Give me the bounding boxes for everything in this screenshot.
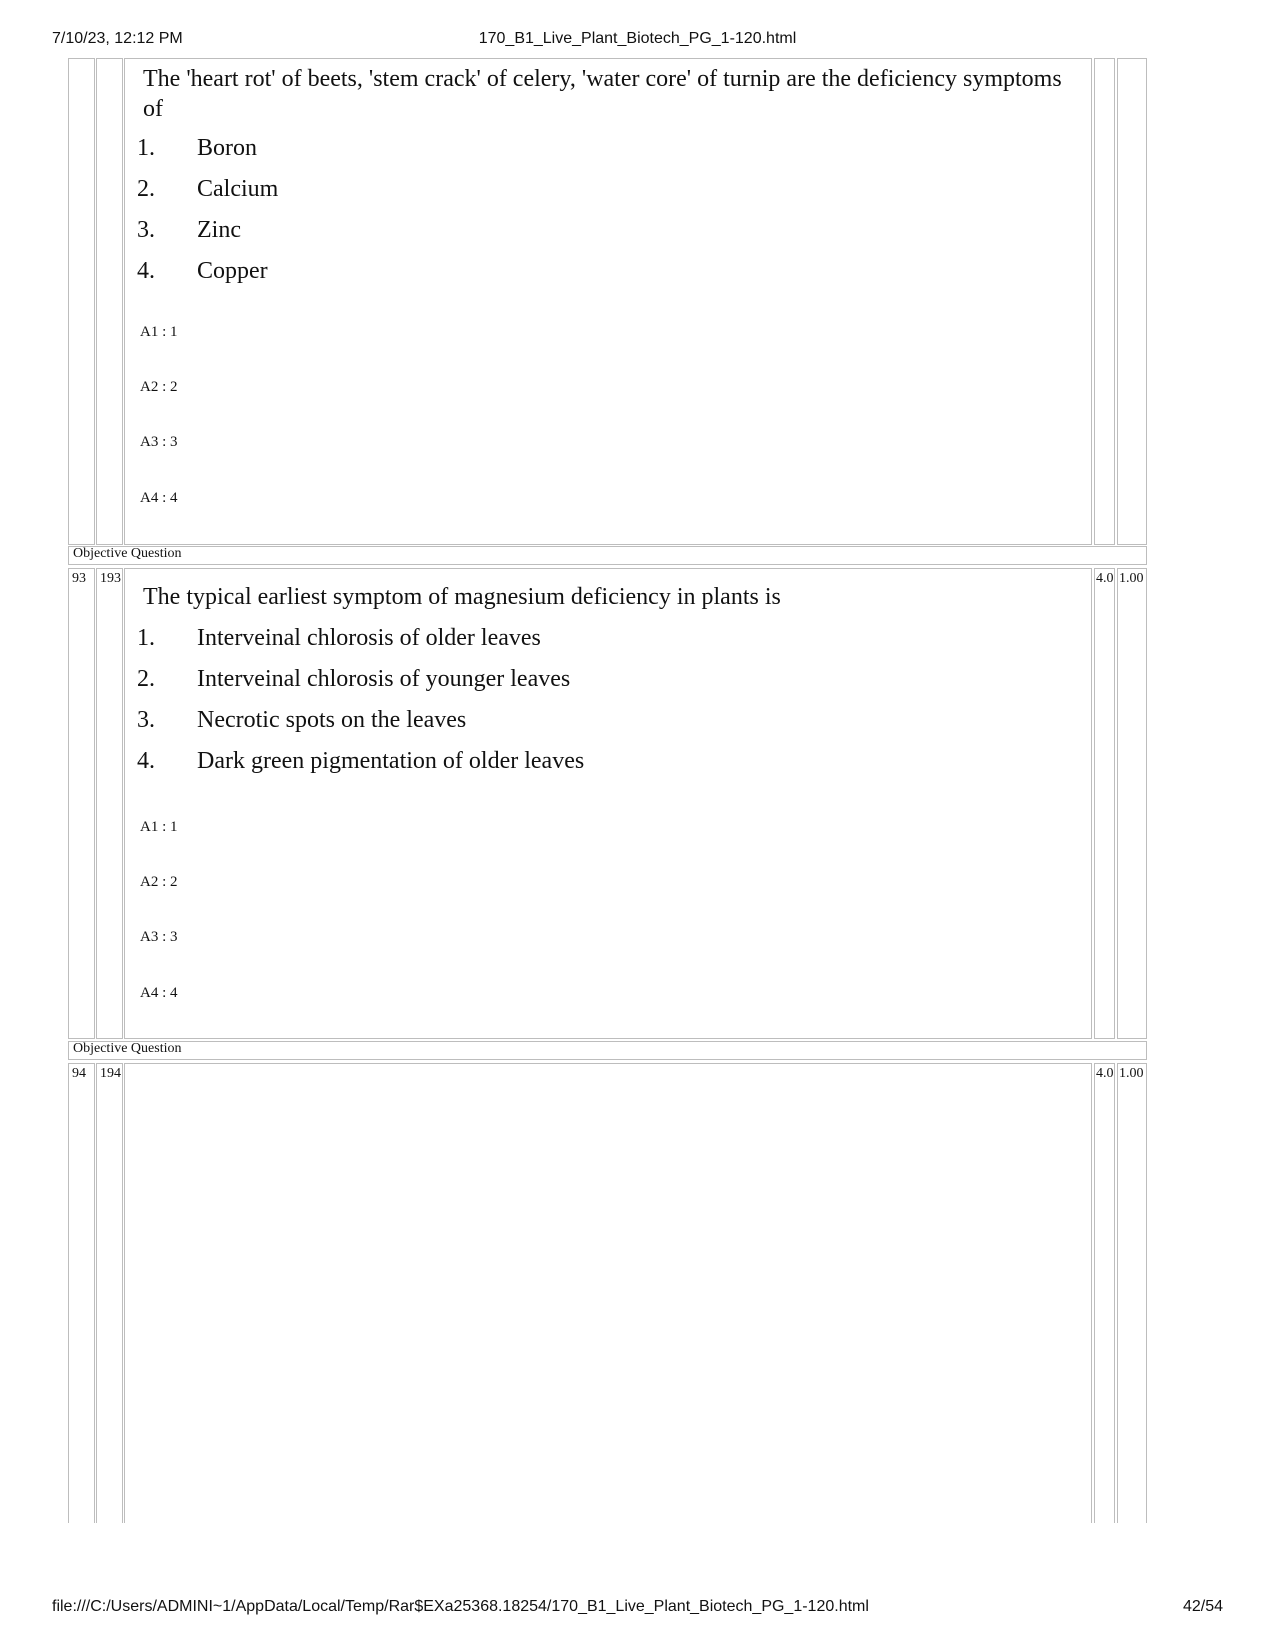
marks-cell (1094, 1063, 1115, 1523)
option-text: Zinc (197, 217, 241, 243)
question-type-label: Objective Question (73, 1041, 182, 1056)
question-body-cell (124, 1063, 1092, 1523)
option-number: 2. (137, 176, 155, 202)
negative-marks-cell (1117, 58, 1147, 545)
answer-key: A2 : 2 (140, 379, 178, 395)
answer-key: A4 : 4 (140, 490, 178, 506)
question-id: 194 (100, 1066, 121, 1081)
option-text: Necrotic spots on the leaves (197, 707, 467, 733)
marks-cell (1094, 58, 1115, 545)
negative-marks-value: 1.00 (1119, 571, 1144, 586)
question-id-cell (96, 1063, 123, 1523)
serial-number: 93 (72, 571, 86, 586)
answer-key: A4 : 4 (140, 985, 178, 1001)
option-text: Calcium (197, 176, 279, 202)
question-type-row (68, 546, 1147, 565)
option-text: Interveinal chlorosis of older leaves (197, 625, 541, 651)
question-type-row (68, 1041, 1147, 1060)
question-body-cell (124, 58, 1092, 545)
option-number: 3. (137, 707, 155, 733)
option-number: 2. (137, 666, 155, 692)
option-number: 3. (137, 217, 155, 243)
serial-number: 94 (72, 1066, 86, 1081)
answer-key: A3 : 3 (140, 434, 178, 450)
question-id-cell (96, 58, 123, 545)
answer-key: A3 : 3 (140, 929, 178, 945)
option-number: 4. (137, 748, 155, 774)
print-document-title: 170_B1_Live_Plant_Biotech_PG_1-120.html (478, 30, 797, 47)
question-text: The typical earliest symptom of magnesium deficiency in plants is (143, 584, 781, 610)
serial-number-cell (68, 58, 95, 545)
marks-cell (1094, 568, 1115, 1039)
answer-key: A1 : 1 (140, 819, 178, 835)
print-datetime: 7/10/23, 12:12 PM (52, 30, 183, 47)
answer-key: A2 : 2 (140, 874, 178, 890)
question-id: 193 (100, 571, 121, 586)
serial-number-cell (68, 568, 95, 1039)
answer-key: A1 : 1 (140, 324, 178, 340)
print-file-path: file:///C:/Users/ADMINI~1/AppData/Local/Temp/Rar$EXa25368.18254/170_B1_Live_Plant_Biotech_PG_1-120.html (52, 1598, 869, 1615)
question-text: The 'heart rot' of beets, 'stem crack' of celery, 'water core' of turnip are the deficiency symptoms of (143, 66, 1062, 122)
option-text: Dark green pigmentation of older leaves (197, 748, 585, 774)
negative-marks-cell (1117, 1063, 1147, 1523)
print-page-counter: 42/54 (1182, 1598, 1223, 1615)
question-type-label: Objective Question (73, 546, 182, 561)
option-number: 4. (137, 258, 155, 284)
option-number: 1. (137, 135, 155, 161)
negative-marks-cell (1117, 568, 1147, 1039)
serial-number-cell (68, 1063, 95, 1523)
marks-value: 4.0 (1096, 1066, 1114, 1081)
option-text: Boron (197, 135, 257, 161)
question-id-cell (96, 568, 123, 1039)
option-text: Interveinal chlorosis of younger leaves (197, 666, 571, 692)
option-number: 1. (137, 625, 155, 651)
negative-marks-value: 1.00 (1119, 1066, 1144, 1081)
marks-value: 4.0 (1096, 571, 1114, 586)
option-text: Copper (197, 258, 268, 284)
